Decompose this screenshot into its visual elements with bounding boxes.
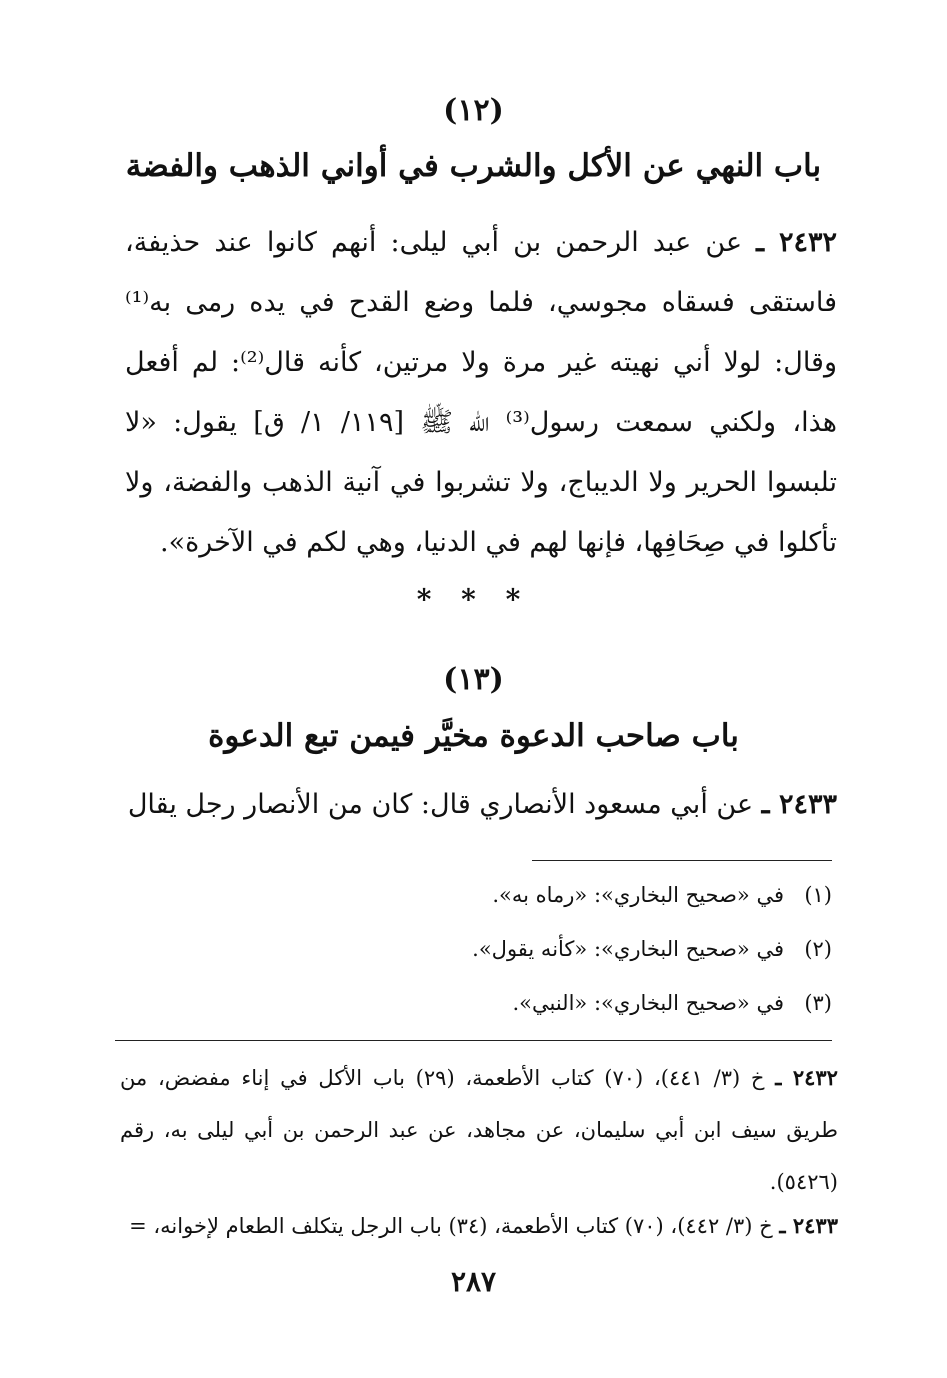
section-title-12: باب النهي عن الأكل والشرب في أواني الذهب والفضة [125,148,822,184]
hadith-2432 [125,213,837,573]
source-2433 [120,1200,838,1252]
source-number: ٢٤٣٣ ـ [779,1213,838,1238]
footnote-number: (١) [804,883,832,907]
footnote-3 [132,988,832,1018]
footnote-number: (٢) [804,937,832,961]
section-separator: * * * [416,583,531,616]
footnote-1 [132,880,832,910]
footnote-2 [132,934,832,964]
source-divider [115,1040,832,1041]
hadith-text: عن عبد الرحمن بن أبي ليلى: أنهم كانوا عند حذيفة، فاستقى فسقاه مجوسي، فلما وضع القدح في يده رمى به⁽¹⁾ وقال: لولا أني نهيته غير مرة ولا مرتين، كأنه قال⁽²⁾: لم أفعل هذا، ولكني سمعت رسول⁽³⁾ الله ﷺ [١١٩/ ١/ ق] يقول: «لا تلبسوا الحرير ولا الديباج، ولا تشربوا في آنية الذهب والفضة، ولا تأكلوا في صِحَافِها، فإنها لهم في الدنيا، وهي لكم في الآخرة». [125,227,837,558]
footnote-text: في «صحيح البخاري»: «رماه به». [492,883,784,907]
source-2432 [120,1052,838,1208]
section-number-13: (١٣) [443,662,504,697]
hadith-number: ٢٤٣٣ ـ [761,789,837,820]
footnote-text: في «صحيح البخاري»: «كأنه يقول». [472,937,784,961]
hadith-number: ٢٤٣٢ ـ [756,227,838,258]
source-number: ٢٤٣٢ ـ [775,1065,838,1090]
section-title-13: باب صاحب الدعوة مخيَّر فيمن تبع الدعوة [208,718,739,754]
section-number-12: (١٢) [443,93,504,128]
footnote-number: (٣) [804,991,832,1015]
source-text: خ (٣/ ٤٤١)، (٧٠) كتاب الأطعمة، (٢٩) باب الأكل في إناء مفضض، من طريق سيف ابن أبي سليمان، عن مجاهد، عن عبد الرحمن بن أبي ليلى به، رقم (٥٤٢٦). [120,1066,838,1194]
hadith-text: عن أبي مسعود الأنصاري قال: كان من الأنصار رجل يقال [127,789,754,820]
source-text: خ (٣/ ٤٤٢)، (٧٠) كتاب الأطعمة، (٣٤) باب الرجل يتكلف الطعام لإخوانه، = [129,1214,773,1238]
footnote-text: في «صحيح البخاري»: «النبي». [512,991,784,1015]
hadith-2433 [125,775,837,835]
footnote-divider [532,860,832,861]
page-number: ٢٨٧ [450,1265,497,1298]
